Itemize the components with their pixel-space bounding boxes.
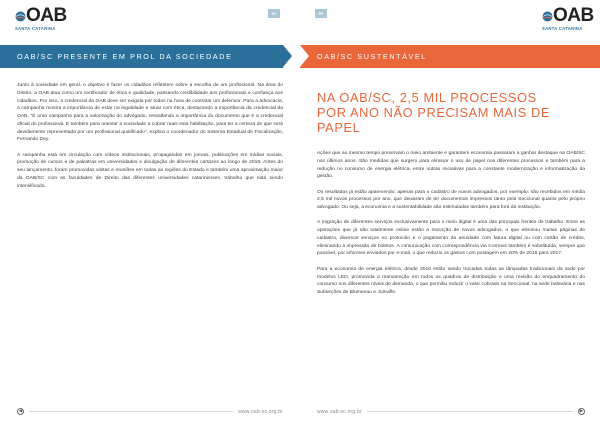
logo-subtitle: SANTA CATARINA (542, 26, 583, 31)
oab-logo (15, 7, 67, 31)
footer (317, 408, 585, 415)
next-page-icon[interactable]: ▶ (579, 408, 584, 414)
section-title: OAB/SC PRESENTE EM PROL DA SOCIEDADE (17, 52, 233, 61)
section-bar-notch (300, 45, 309, 67)
paragraph: A migração de diferentes serviços exclusivamente para o meio digital é uma das principais frentes de trabalho. Entre as operações que já são totalmente online estão a inscrição de novos advogados, o que eliminou muitas páginas de cadastro, diversos serviços no protocolo e o pagamento da anuidade com fatura digital ou com cartão de crédito, eliminando a impressão de boletos. A comunicação com correspondência via Correios também é substituída, sempre que possível, por informes enviados por e-mail, o que reduziu os gastos com postagem em 20% de 2016 para 2017. (317, 220, 585, 257)
oab-logo (542, 7, 594, 31)
section-title: OAB/SC SUSTENTÁVEL (317, 52, 427, 61)
article-body (317, 150, 585, 304)
headline: NA OAB/SC, 2,5 MIL PROCESSOS POR ANO NÃO PRECISAM MAIS DE PAPEL (317, 89, 550, 135)
footer-url[interactable]: www.oab-sc.org.br (238, 408, 283, 415)
logo-subtitle: SANTA CATARINA (15, 26, 56, 31)
globe-icon (15, 11, 26, 22)
page-number: 64 (268, 9, 280, 18)
section-bar-arrow (283, 45, 292, 67)
article-body (17, 82, 283, 198)
section-bar (300, 45, 600, 68)
footer-divider (29, 411, 233, 412)
right-page (300, 0, 600, 424)
logo-text: OAB (26, 5, 67, 26)
paragraph: Os resultados já estão aparecendo: apenas para o cadastro de novos advogados, por exemplo, são recebidos em média 2,5 mil novos processos por ano, que deixaram de ter documentos impressos tanto pela Seccional quanto pelo próprio advogado. Ou seja, a economia e a sustentabilidade são estimuladas também para fora da instituição. (317, 189, 585, 211)
footer (17, 408, 283, 415)
page-number: 65 (315, 9, 327, 18)
paragraph: Junto à sociedade em geral, o objetivo é fazer os cidadãos refletirem sobre a escolha de um profissional. Na área do Direito, a OAB atua como um certificador de ética e qualidade, passando credibilidade aos profissionais e confiança aos cidadãos. Por isso, a credencial da OAB deve ser exigida por todos na hora de contratar um defensor. Para a advocacia, a campanha mostra a importância de estar na legalidade e atuar com ética, destacando a importância da credencial da OAB. “É uma campanha para a valorização do advogado, ressaltando a importância do documento que é a credencial oficial do profissional. E também para orientar a sociedade a cobrar mais esta habilitação, para ter a certeza de que será devidamente representada por um profissional qualificado”, explica o coordenador do Sistema Estadual de Fiscalização, Fernando Dey. (17, 83, 283, 143)
section-bar (0, 45, 283, 68)
previous-page-icon[interactable]: ◀ (18, 408, 23, 414)
paragraph: Ações que ao mesmo tempo preservam o meio ambiente e garantem economia passaram a ganhar destaque na OAB/SC nos últimos anos. São medidas que surgem para eliminar o uso de papel nos diferentes processos e também para a redução no consumo de energia elétrica, entre outras iniciativas para a constante modernização e informatização da gestão. (317, 151, 585, 180)
globe-icon (542, 11, 553, 22)
footer-url[interactable]: www.oab-sc.org.br (317, 408, 362, 415)
paragraph: Para a economia de energia elétrica, desde 2016 estão sendo trocadas todas as lâmpadas tradicionais da sede por modelos LED, promovida a manutenção em todos os quadros de distribuição e uma revisão do enquadramento do consumo nos diferentes níveis de demanda, o que permitiu reduzir o valor cobrado na Seccional, na sede balneária e nas Subseções de Blumenau e Joinville. (317, 266, 585, 296)
logo-text: OAB (553, 5, 594, 26)
footer-divider (367, 411, 573, 412)
paragraph: A campanha está em circulação com vídeos institucionais, propagandas em jornais, publicações em mídias sociais, promoção de cursos e de palestras em universidades e divulgação de diferentes cartazes ao longo de 2018. Antes do seu lançamento, foram promovidas visitas e reuniões em todas as regiões do Estado e também uma aproximação maior da OAB/SC com as faculdades de Direito das diferentes universidades catarinenses, trabalho que está sendo intensificado. (17, 152, 283, 189)
